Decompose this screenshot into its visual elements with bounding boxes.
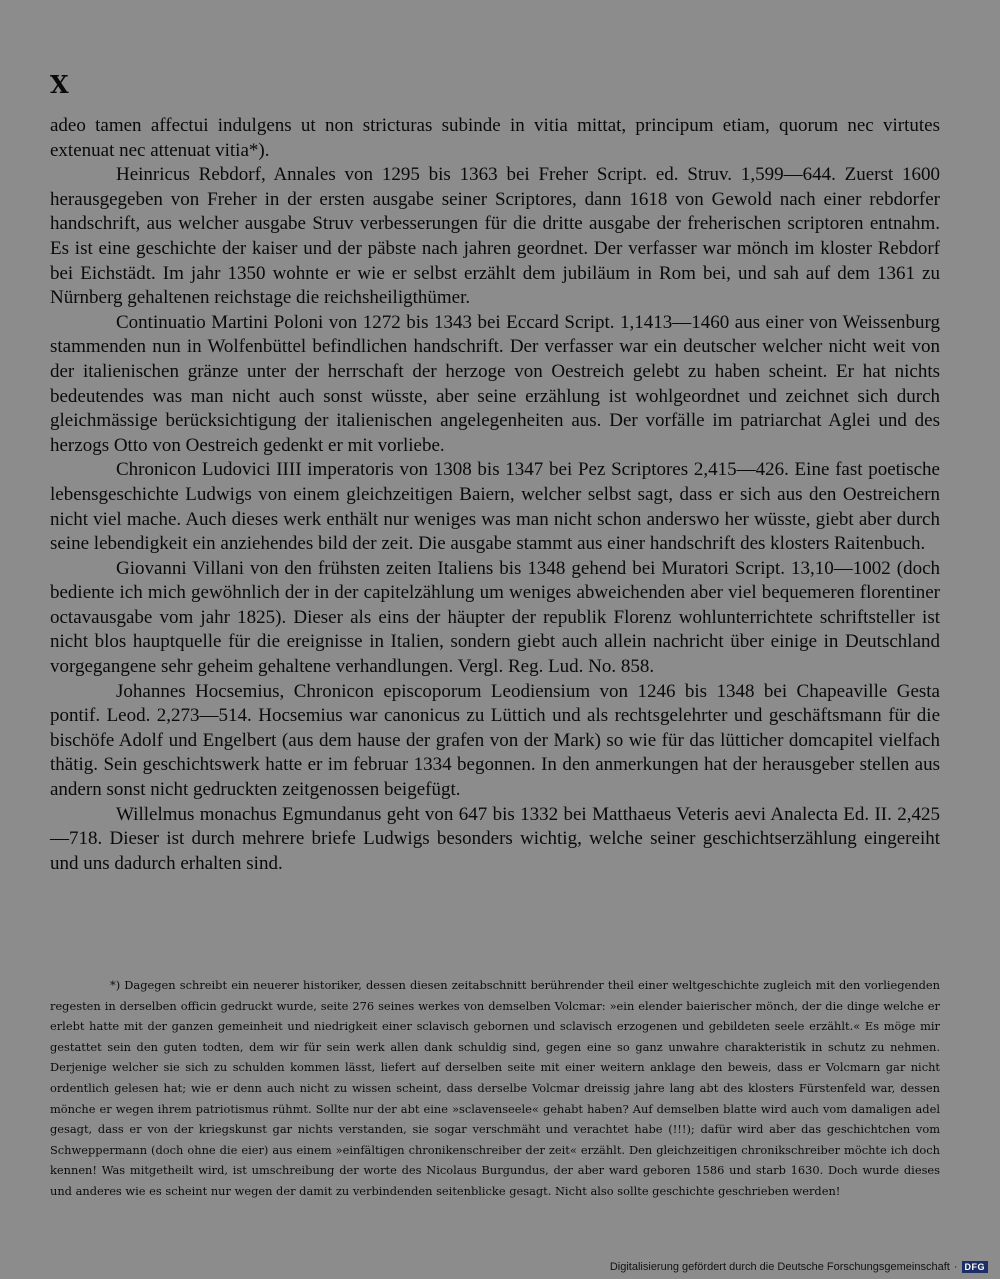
paragraph: adeo tamen affectui indulgens ut non stricturas subinde in vitia mittat, principum etiam, quorum nec virtutes extenuat nec attenuat vitia*). <box>50 115 940 161</box>
paragraph: Continuatio Martini Poloni von 1272 bis 1343 bei Eccard Script. 1,1413—1460 aus einer von Weissenburg stammenden nun in Wolfenbüttel befindlichen handschrift. Der verfasser war ein deutscher welcher nicht weit von der italienischen gränze unter der herrschaft der herzoge von Oestreich gelebt zu haben scheint. Er hat nichts bedeutendes was man nicht auch sonst wüsste, aber seine erzählung ist wohlgeordnet und zeichnet sich durch gleichmässige berücksichtigung der italienischen angelegenheiten aus. Der vorfälle im patriarchat Aglei und des herzogs Otto von Oestreich gedenkt er mit vorliebe. <box>50 311 940 456</box>
paragraph: Willelmus monachus Egmundanus geht von 647 bis 1332 bei Matthaeus Veteris aevi Analecta Ed. II. 2,425—718. Dieser ist durch mehrere briefe Ludwigs besonders wichtig, welche seiner geschichtserzählung eingereiht und uns dadurch erhalten sind. <box>50 803 940 874</box>
digitization-credit <box>610 1261 988 1273</box>
page-number: X <box>50 70 69 99</box>
paragraph: Giovanni Villani von den frühsten zeiten Italiens bis 1348 gehend bei Muratori Script. 13,10—1002 (doch bediente ich mich gewöhnlich der in der capitelzählung um weniges abweichenden aber viel bequemeren florentiner octavausgabe vom jahr 1825). Dieser als eins der häupter der republik Florenz wohlunterrichtete schriftsteller ist nicht blos hauptquelle für die ereignisse in Italien, sondern giebt auch allein nachricht über einige in Deutschland vorgegangene sehr geheim gehaltene verhandlungen. Vergl. Reg. Lud. No. 858. <box>50 557 940 678</box>
credit-text: Digitalisierung gefördert durch die Deutsche Forschungsgemeinschaft <box>609 1261 950 1273</box>
dfg-logo-icon: DFG <box>962 1261 989 1273</box>
main-text <box>50 114 940 876</box>
paragraph: Heinricus Rebdorf, Annales von 1295 bis 1363 bei Freher Script. ed. Struv. 1,599—644. Zuerst 1600 herausgegeben von Freher in der ersten ausgabe seiner Scriptores, dann 1618 von Gewold nach einer rebdorfer handschrift, aus welcher ausgabe Struv verbesserungen für die dritte ausgabe der freherischen scriptoren entnahm. Es ist eine geschichte der kaiser und der päbste nach jahren geordnet. Der verfasser war mönch im kloster Rebdorf bei Eichstädt. Im jahr 1350 wohnte er wie er selbst erzählt dem jubiläum in Rom bei, und sah auf dem 1361 zu Nürnberg gehaltenen reichstage die reichsheiligthümer. <box>50 164 940 309</box>
paragraph: Johannes Hocsemius, Chronicon episcoporum Leodiensium von 1246 bis 1348 bei Chapeaville Gesta pontif. Leod. 2,273—514. Hocsemius war canonicus zu Lüttich und als rechtsgelehrter und geschäftsmann für die bischöfe Adolf und Engelbert (aus dem hause der grafen von der Mark) so wie für das lütticher domcapitel vielfach thätig. Sein geschichtswerk hatte er im februar 1334 begonnen. In den anmerkungen hat der herausgeber stellen aus andern sonst nicht gedruckten zeitgenossen beigefügt. <box>50 680 940 801</box>
footnote-text: *) Dagegen schreibt ein neuerer historiker, dessen diesen zeitabschnitt berührender theil einer weltgeschichte zugleich mit den vorliegenden regesten in derselben officin gedruckt wurde, seite 276 seines werkes von demselben Volcmar: »ein elender baierischer mönch, der die dinge welche er erlebt hatte mit der ganzen gemeinheit und niedrigkeit einer sclavisch gebornen und sclavisch erzogenen und gebildeten seele erzählt.« Es möge mir gestattet sein den guten todten, dem wir für sein werk allen dank schuldig sind, gegen eine so ganz unwahre charakteristik in schutz zu nehmen. Derjenige welcher sie sich zu schulden kommen lässt, liefert auf derselben seite mit einer weitern anklage den beweis, dass er Volcmarn gar nicht ordentlich gelesen hat; wie er denn auch nicht zu wissen scheint, dass derselbe Volcmar dreissig jahre lang abt des klosters Fürstenfeld war, dessen mönche er wegen ihrem patriotismus rühmt. Sollte nur der abt eine »sclavenseele« gehabt haben? Auf demselben blatte wird auch vom damaligen adel gesagt, dass er von der kriegskunst gar nichts verstanden, sie sogar verschmäht und verachtet habe (!!!); dafür wird aber das geschichtchen vom Schweppermann (doch ohne die eier) aus einem »einfältigen chronikenschreiber der zeit« erzählt. Den gleichzeitigen chronikschreiber möchte ich doch kennen! Was mitgetheilt wird, ist umschreibung der worte des Nicolaus Burgundus, der aber ward geboren 1586 und starb 1630. Doch wurde dieses und anderes wie es scheint nur wegen der damit zu verbindenden seitenblicke gesagt. Nicht also sollte geschichte geschrieben werden! <box>50 978 940 1198</box>
paragraph: Chronicon Ludovici IIII imperatoris von 1308 bis 1347 bei Pez Scriptores 2,415—426. Eine fast poetische lebensgeschichte Ludwigs von einem gleichzeitigen Baiern, welcher selbst sagt, dass er sich aus den Oestreichern nicht viel mache. Auch dieses werk enthält nur weniges was man nicht schon anderswo her wüsste, giebt aber durch seine lebendigkeit ein anziehendes bild der zeit. Die ausgabe stammt aus einer handschrift des klosters Raitenbuch. <box>50 459 940 555</box>
credit-separator: · <box>953 1261 958 1273</box>
footnote <box>50 975 940 1202</box>
